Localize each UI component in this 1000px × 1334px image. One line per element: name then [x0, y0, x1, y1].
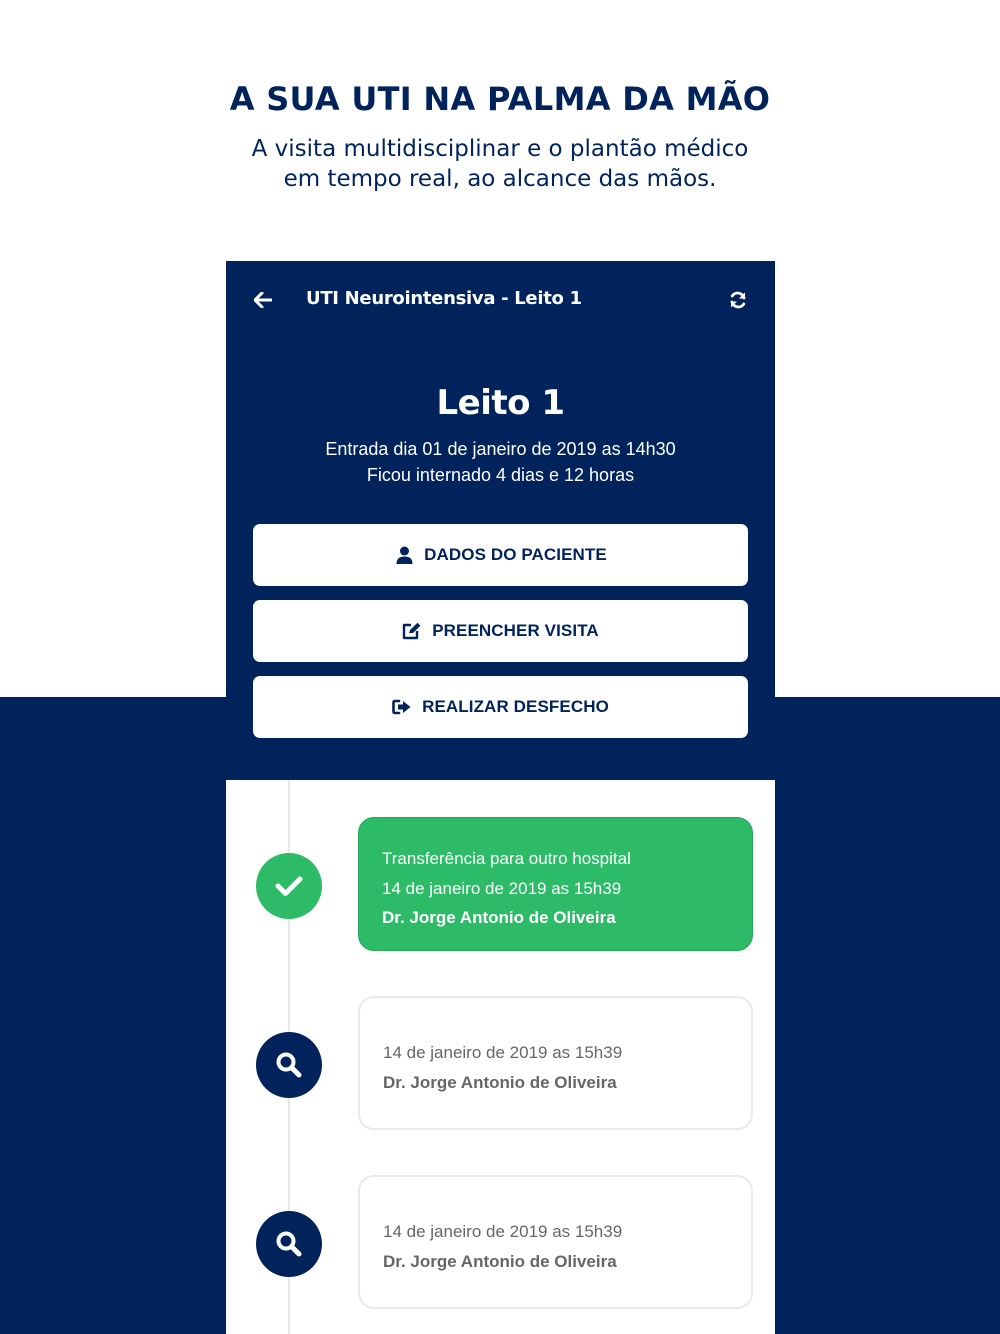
sync-icon [728, 290, 748, 310]
timeline-card-date: 14 de janeiro de 2019 as 15h39 [383, 1222, 623, 1241]
timeline-card-visit[interactable] [358, 996, 753, 1130]
search-icon [275, 1051, 303, 1079]
bed-stay-duration: Ficou internado 4 dias e 12 horas [366, 465, 635, 485]
timeline-marker-visit[interactable] [256, 1032, 322, 1098]
arrow-left-icon [254, 292, 272, 308]
bed-title: Leito 1 [436, 383, 565, 423]
edit-icon [402, 621, 422, 641]
back-button[interactable] [248, 285, 278, 315]
refresh-button[interactable] [723, 285, 753, 315]
bed-entry-date: Entrada dia 01 de janeiro de 2019 as 14h30 [325, 439, 676, 459]
check-icon [275, 875, 303, 897]
promo-title: A SUA UTI NA PALMA DA MÃO [229, 80, 771, 118]
fill-visit-label: PREENCHER VISITA [432, 621, 599, 640]
app-title: UTI Neurointensiva - Leito 1 [306, 288, 582, 309]
promo-subtitle [0, 134, 1000, 194]
bed-header-panel [226, 261, 775, 781]
timeline-card-date: 14 de janeiro de 2019 as 15h39 [382, 878, 622, 898]
timeline-panel [226, 780, 775, 1334]
timeline-card-doctor: Dr. Jorge Antonio de Oliveira [383, 1072, 617, 1092]
outcome-button[interactable] [253, 676, 748, 738]
patient-data-button[interactable] [253, 524, 748, 586]
timeline-card-visit[interactable] [358, 1175, 753, 1309]
timeline-marker-done[interactable] [256, 853, 322, 919]
outcome-label: REALIZAR DESFECHO [422, 697, 609, 716]
timeline-card-date: 14 de janeiro de 2019 as 15h39 [383, 1043, 623, 1062]
app-bar [226, 261, 775, 339]
search-icon [275, 1230, 303, 1258]
fill-visit-button[interactable] [253, 600, 748, 662]
user-icon [394, 545, 414, 565]
timeline-card-doctor: Dr. Jorge Antonio de Oliveira [383, 1251, 617, 1271]
patient-data-label: DADOS DO PACIENTE [424, 545, 607, 564]
timeline-card-doctor: Dr. Jorge Antonio de Oliveira [382, 908, 616, 927]
sign-out-icon [392, 697, 412, 717]
timeline-marker-visit[interactable] [256, 1211, 322, 1277]
timeline-card-outcome[interactable] [358, 817, 753, 951]
promo-subtitle-line-2: em tempo real, ao alcance das mãos. [283, 166, 717, 192]
promo-subtitle-line-1: A visita multidisciplinar e o plantão médico [251, 136, 749, 162]
timeline-card-title: Transferência para outro hospital [382, 849, 631, 868]
